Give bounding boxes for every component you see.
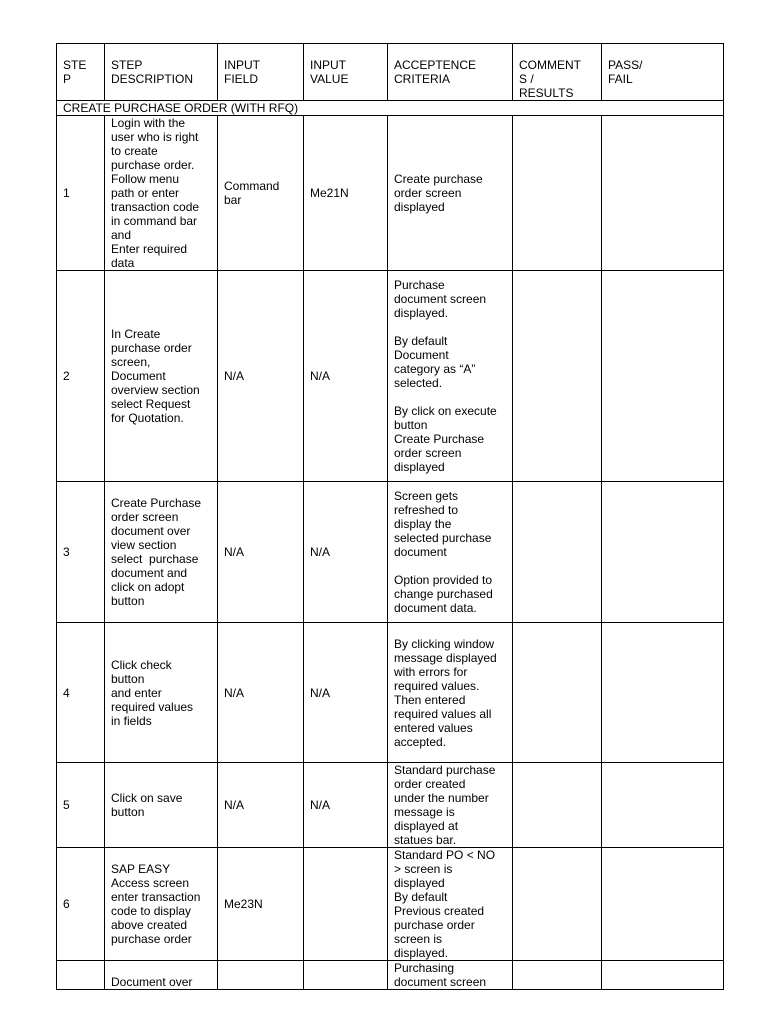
input-field: N/A [218,482,304,623]
step-number: 2 [57,271,105,482]
step-number: 4 [57,623,105,763]
pass-fail [602,116,724,271]
step-description: Create Purchase order screen document over view section select purchase document and click on adopt button [105,482,218,623]
header-step-description: STEP DESCRIPTION [105,44,218,101]
input-value: N/A [304,763,388,848]
header-pass-fail: PASS/ FAIL [602,44,724,101]
test-case-table [56,43,724,990]
comments-results [513,961,602,990]
pass-fail [602,961,724,990]
header-step: STE P [57,44,105,101]
header-input-value: INPUT VALUE [304,44,388,101]
input-value [304,848,388,961]
input-value [304,961,388,990]
input-value: N/A [304,482,388,623]
input-value: N/A [304,623,388,763]
input-value: N/A [304,271,388,482]
step-description: Click on save button [105,763,218,848]
pass-fail [602,763,724,848]
step-number [57,961,105,990]
comments-results [513,623,602,763]
header-acceptance-criteria: ACCEPTENCE CRITERIA [388,44,513,101]
step-description: Login with the user who is right to create purchase order. Follow menu path or enter transaction code in command bar and Enter required data [105,116,218,271]
acceptance-criteria: Screen gets refreshed to display the selected purchase document Option provided to change purchased document data. [388,482,513,623]
step-description: In Create purchase order screen, Document overview section select Request for Quotation. [105,271,218,482]
pass-fail [602,271,724,482]
step-number: 1 [57,116,105,271]
section-title: CREATE PURCHASE ORDER (WITH RFQ) [57,101,724,116]
table-row [57,848,724,961]
table-row [57,116,724,271]
header-input-field: INPUT FIELD [218,44,304,101]
table-row [57,482,724,623]
table-row [57,763,724,848]
input-field: N/A [218,623,304,763]
pass-fail [602,848,724,961]
step-description: Document over [105,961,218,990]
input-field: N/A [218,763,304,848]
step-description: SAP EASY Access screen enter transaction code to display above created purchase order [105,848,218,961]
input-value: Me21N [304,116,388,271]
acceptance-criteria: Purchase document screen displayed. By default Document category as “A” selected. By click on execute button Create Purchase order screen displayed [388,271,513,482]
table-row [57,271,724,482]
section-row [57,101,724,116]
input-field: Command bar [218,116,304,271]
step-number: 6 [57,848,105,961]
header-comments-results: COMMENT S / RESULTS [513,44,602,101]
input-field: N/A [218,271,304,482]
header-row [57,44,724,101]
step-number: 5 [57,763,105,848]
pass-fail [602,623,724,763]
acceptance-criteria: Create purchase order screen displayed [388,116,513,271]
pass-fail [602,482,724,623]
acceptance-criteria: Standard PO < NO > screen is displayed By default Previous created purchase order screen is displayed. [388,848,513,961]
acceptance-criteria: Standard purchase order created under the number message is displayed at statues bar. [388,763,513,848]
comments-results [513,763,602,848]
step-number: 3 [57,482,105,623]
table-row [57,623,724,763]
acceptance-criteria: By clicking window message displayed with errors for required values. Then entered required values all entered values accepted. [388,623,513,763]
input-field: Me23N [218,848,304,961]
comments-results [513,848,602,961]
comments-results [513,271,602,482]
table-row [57,961,724,990]
step-description: Click check button and enter required values in fields [105,623,218,763]
comments-results [513,116,602,271]
acceptance-criteria: Purchasing document screen [388,961,513,990]
comments-results [513,482,602,623]
input-field [218,961,304,990]
